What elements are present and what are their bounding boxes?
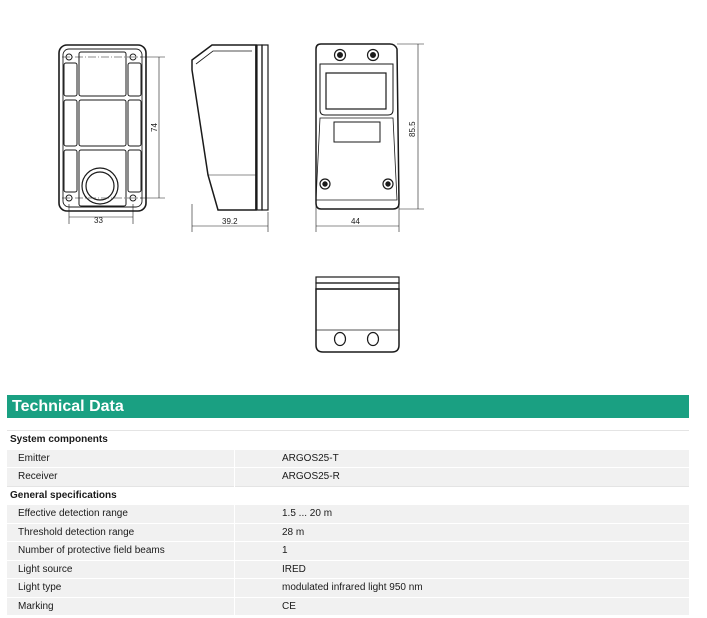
table-row	[7, 468, 689, 487]
row-value: CE	[235, 597, 690, 615]
table-row	[7, 560, 689, 579]
section-title: Technical Data	[12, 398, 124, 415]
row-label: Emitter	[7, 449, 235, 468]
row-value: ARGOS25-R	[235, 468, 690, 487]
back-width-label: 44	[351, 217, 360, 226]
front-view-drawing	[59, 45, 165, 224]
group-heading-row	[7, 486, 689, 505]
row-value: 1.5 ... 20 m	[235, 505, 690, 524]
side-view-drawing	[192, 45, 268, 232]
row-value: 28 m	[235, 523, 690, 542]
row-label: Threshold detection range	[7, 523, 235, 542]
row-label: Number of protective field beams	[7, 542, 235, 561]
back-height-label: 85.5	[408, 121, 417, 137]
technical-data-header	[7, 395, 689, 418]
group-heading-row	[7, 431, 689, 450]
row-label: Light type	[7, 579, 235, 598]
table-row	[7, 579, 689, 598]
back-view-drawing	[316, 44, 424, 232]
row-value: modulated infrared light 950 nm	[235, 579, 690, 598]
row-label: Receiver	[7, 468, 235, 487]
group-heading: General specifications	[7, 486, 689, 505]
table-row	[7, 542, 689, 561]
table-row	[7, 449, 689, 468]
table-row	[7, 505, 689, 524]
row-label: Marking	[7, 597, 235, 615]
row-value: IRED	[235, 560, 690, 579]
row-label: Effective detection range	[7, 505, 235, 524]
table-row	[7, 597, 689, 615]
technical-data-table	[7, 430, 689, 615]
side-width-label: 39.2	[222, 217, 238, 226]
group-heading: System components	[7, 431, 689, 450]
table-row	[7, 523, 689, 542]
bottom-view-drawing	[316, 277, 399, 352]
front-width-label: 33	[94, 216, 103, 225]
front-height-label: 74	[150, 123, 159, 132]
row-label: Light source	[7, 560, 235, 579]
row-value: 1	[235, 542, 690, 561]
row-value: ARGOS25-T	[235, 449, 690, 468]
